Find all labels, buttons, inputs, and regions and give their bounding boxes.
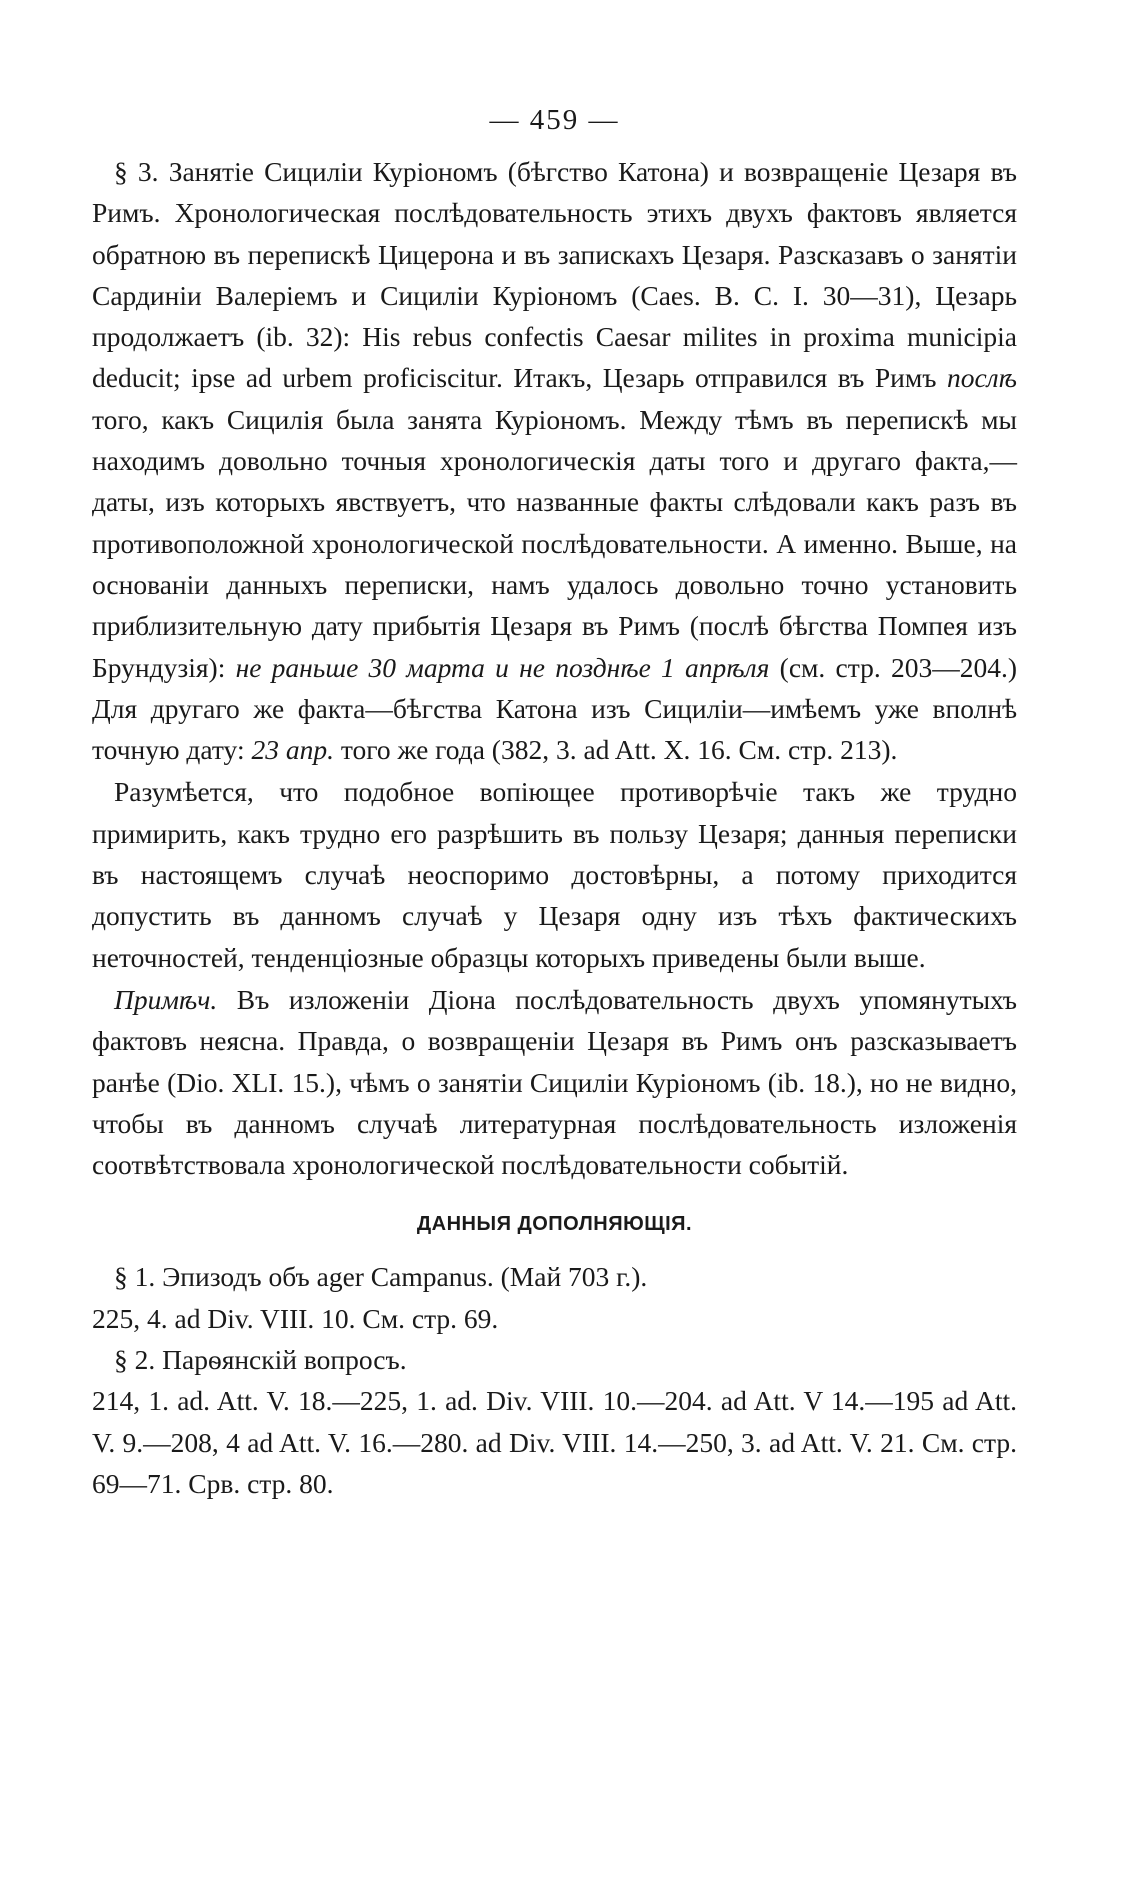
text-run: (см. стр. 203—204.) Для другаго же факта—бѣгства Катона изъ Сициліи—имѣемъ уже вполнѣ точную дату: [92, 651, 1017, 766]
text-run: § 3. Занятіе Сициліи Куріономъ (бѣгство Катона) и возвращеніе Цезаря въ Римъ. Хронологическая послѣдовательность этихъ двухъ фактовъ является обратною въ перепискѣ Цицерона и въ запискахъ Цезаря. Разсказавъ о занятіи Сардиніи Валеріемъ и Сициліи Куріономъ (Caes. B. C. I. 30—31), Цезарь продолжаетъ (ib. 32): His rebus confectis Caesar milites in proxima municipia deducit; ipse ad urbem proficiscitur. Итакъ, Цезарь отправился въ Римъ [92, 156, 1017, 394]
note-label: Примѣч. [114, 983, 218, 1015]
paragraph-section-3 [92, 151, 1017, 770]
supplement-line: § 2. Парѳянскій вопросъ. [114, 1344, 407, 1376]
paragraph-contradiction: Разумѣется, что подобное вопіющее противорѣчіе такъ же трудно примирить, какъ трудно его разрѣшить въ пользу Цезаря; данныя переписки въ настоящемъ случаѣ неоспоримо достовѣрны, а потому приходится допустить въ данномъ случаѣ у Цезаря одну изъ тѣхъ фактическихъ неточностей, тенденціозные образцы которыхъ приведены были выше. [92, 776, 1017, 973]
italic-date-range: не раньше 30 марта и не позднѣе 1 апрѣля [235, 651, 770, 683]
text-run: Въ изложеніи Діона послѣдовательность двухъ упомянутыхъ фактовъ неясна. Правда, о возвращеніи Цезаря въ Римъ онъ разсказываетъ ранѣе (Dio. XLI. 15.), чѣмъ о занятіи Сициліи Куріономъ (ib. 18.), но не видно, чтобы въ данномъ случаѣ литературная послѣдовательность изложенія соотвѣтствовала хронологической послѣдовательности событій. [92, 983, 1017, 1181]
text-run: того, какъ Сицилія была занята Куріономъ. Между тѣмъ въ перепискѣ мы находимъ довольно точныя хронологическія даты того и другаго факта,—даты, изъ которыхъ явствуетъ, что названные факты слѣдовали какъ разъ въ противоположной хронологической послѣдовательности. А именно. Выше, на основаніи данныхъ переписки, намъ удалось довольно точно установить приблизительную дату прибытія Цезаря въ Римъ (послѣ бѣгства Помпея изъ Брундузія): [92, 403, 1017, 683]
supplement-references: 214, 1. ad. Att. V. 18.—225, 1. ad. Div. VIII. 10.—204. ad Att. V 14.—195 ad Att. V. 9.—208, 4 ad Att. V. 16.—280. ad Div. VIII. 14.—250, 3. ad Att. V. 21. См. стр. 69—71. Срв. стр. 80. [92, 1385, 1017, 1499]
page-number: — 459 — [489, 104, 620, 136]
text-run: того же года (382, 3. ad Att. X. 16. См. стр. 213). [333, 734, 898, 766]
supplement-line: § 1. Эпизодъ объ ager Campanus. (Май 703 г.). [114, 1261, 648, 1293]
paragraph-note [92, 979, 1017, 1185]
document-page [92, 104, 1017, 1504]
section-heading: ДАННЫЯ ДОПОЛНЯЮЩІЯ. [416, 1213, 693, 1236]
italic-date: 23 апр. [251, 734, 334, 766]
italic-run: послѣ [946, 362, 1017, 394]
supplement-line: 225, 4. ad Div. VIII. 10. См. стр. 69. [92, 1302, 499, 1334]
